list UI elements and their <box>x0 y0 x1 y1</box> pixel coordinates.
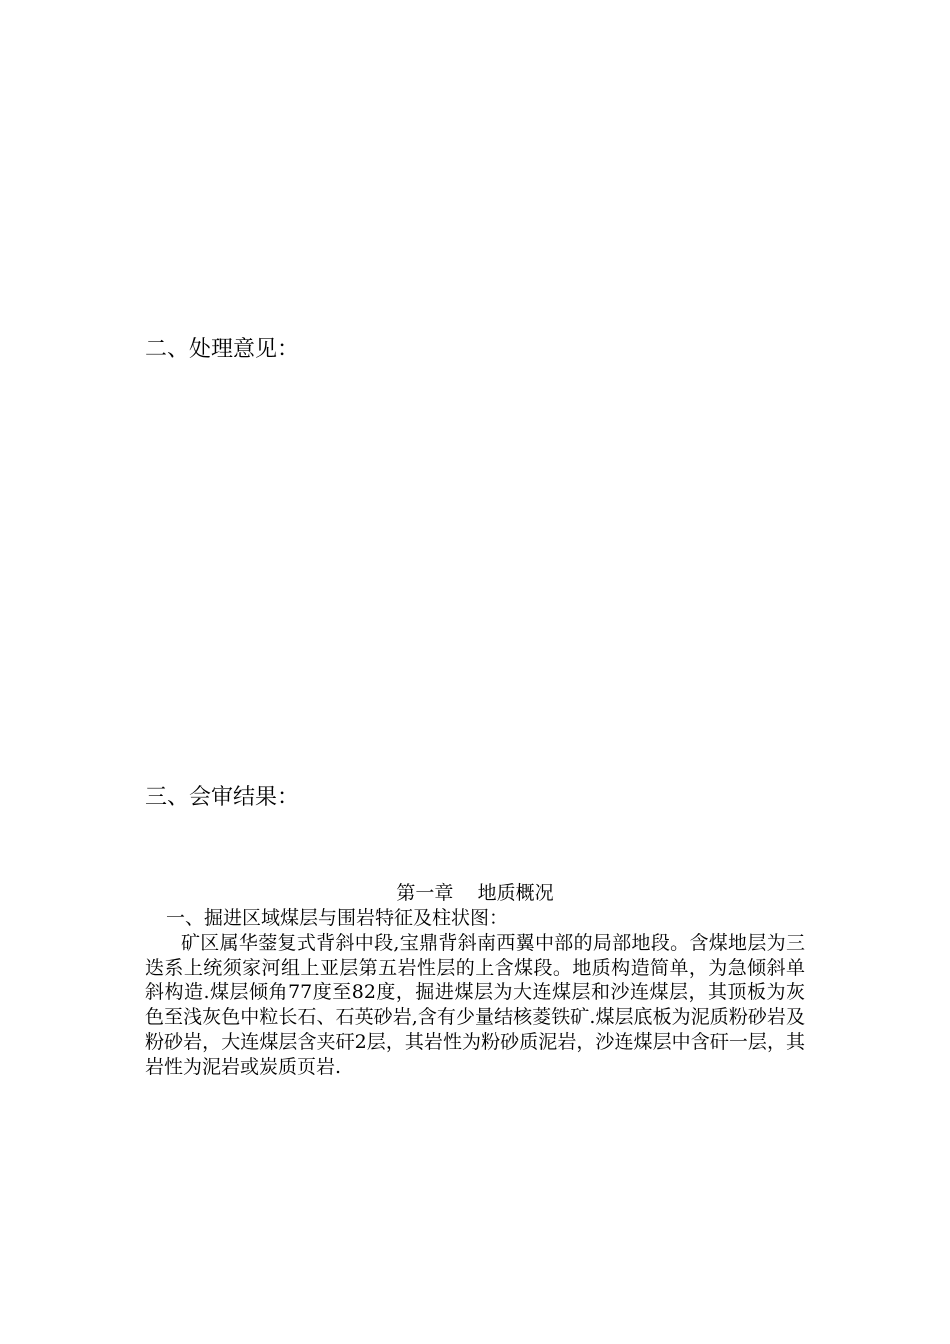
body-paragraph: 矿区属华蓥复式背斜中段,宝鼎背斜南西翼中部的局部地段。含煤地层为三迭系上统须家河组上亚层第五岩性层的上含煤段。地质构造简单，为急倾斜单斜构造.煤层倾角77度至82度，掘进煤层为大连煤层和沙连煤层，其顶板为灰色至浅灰色中粒长石、石英砂岩,含有少量结核菱铁矿.煤层底板为泥质粉砂岩及粉砂岩，大连煤层含夹矸2层，其岩性为粉砂质泥岩，沙连煤层中含矸一层，其岩性为泥岩或炭质页岩. <box>145 932 805 1078</box>
section-heading-review-result: 三、会审结果： <box>145 785 300 810</box>
section-heading-processing-opinion: 二、处理意见： <box>145 337 300 362</box>
section-title: 一、掘进区域煤层与围岩特征及柱状图： <box>166 907 509 929</box>
chapter-title: 第一章 地质概况 <box>396 882 554 904</box>
